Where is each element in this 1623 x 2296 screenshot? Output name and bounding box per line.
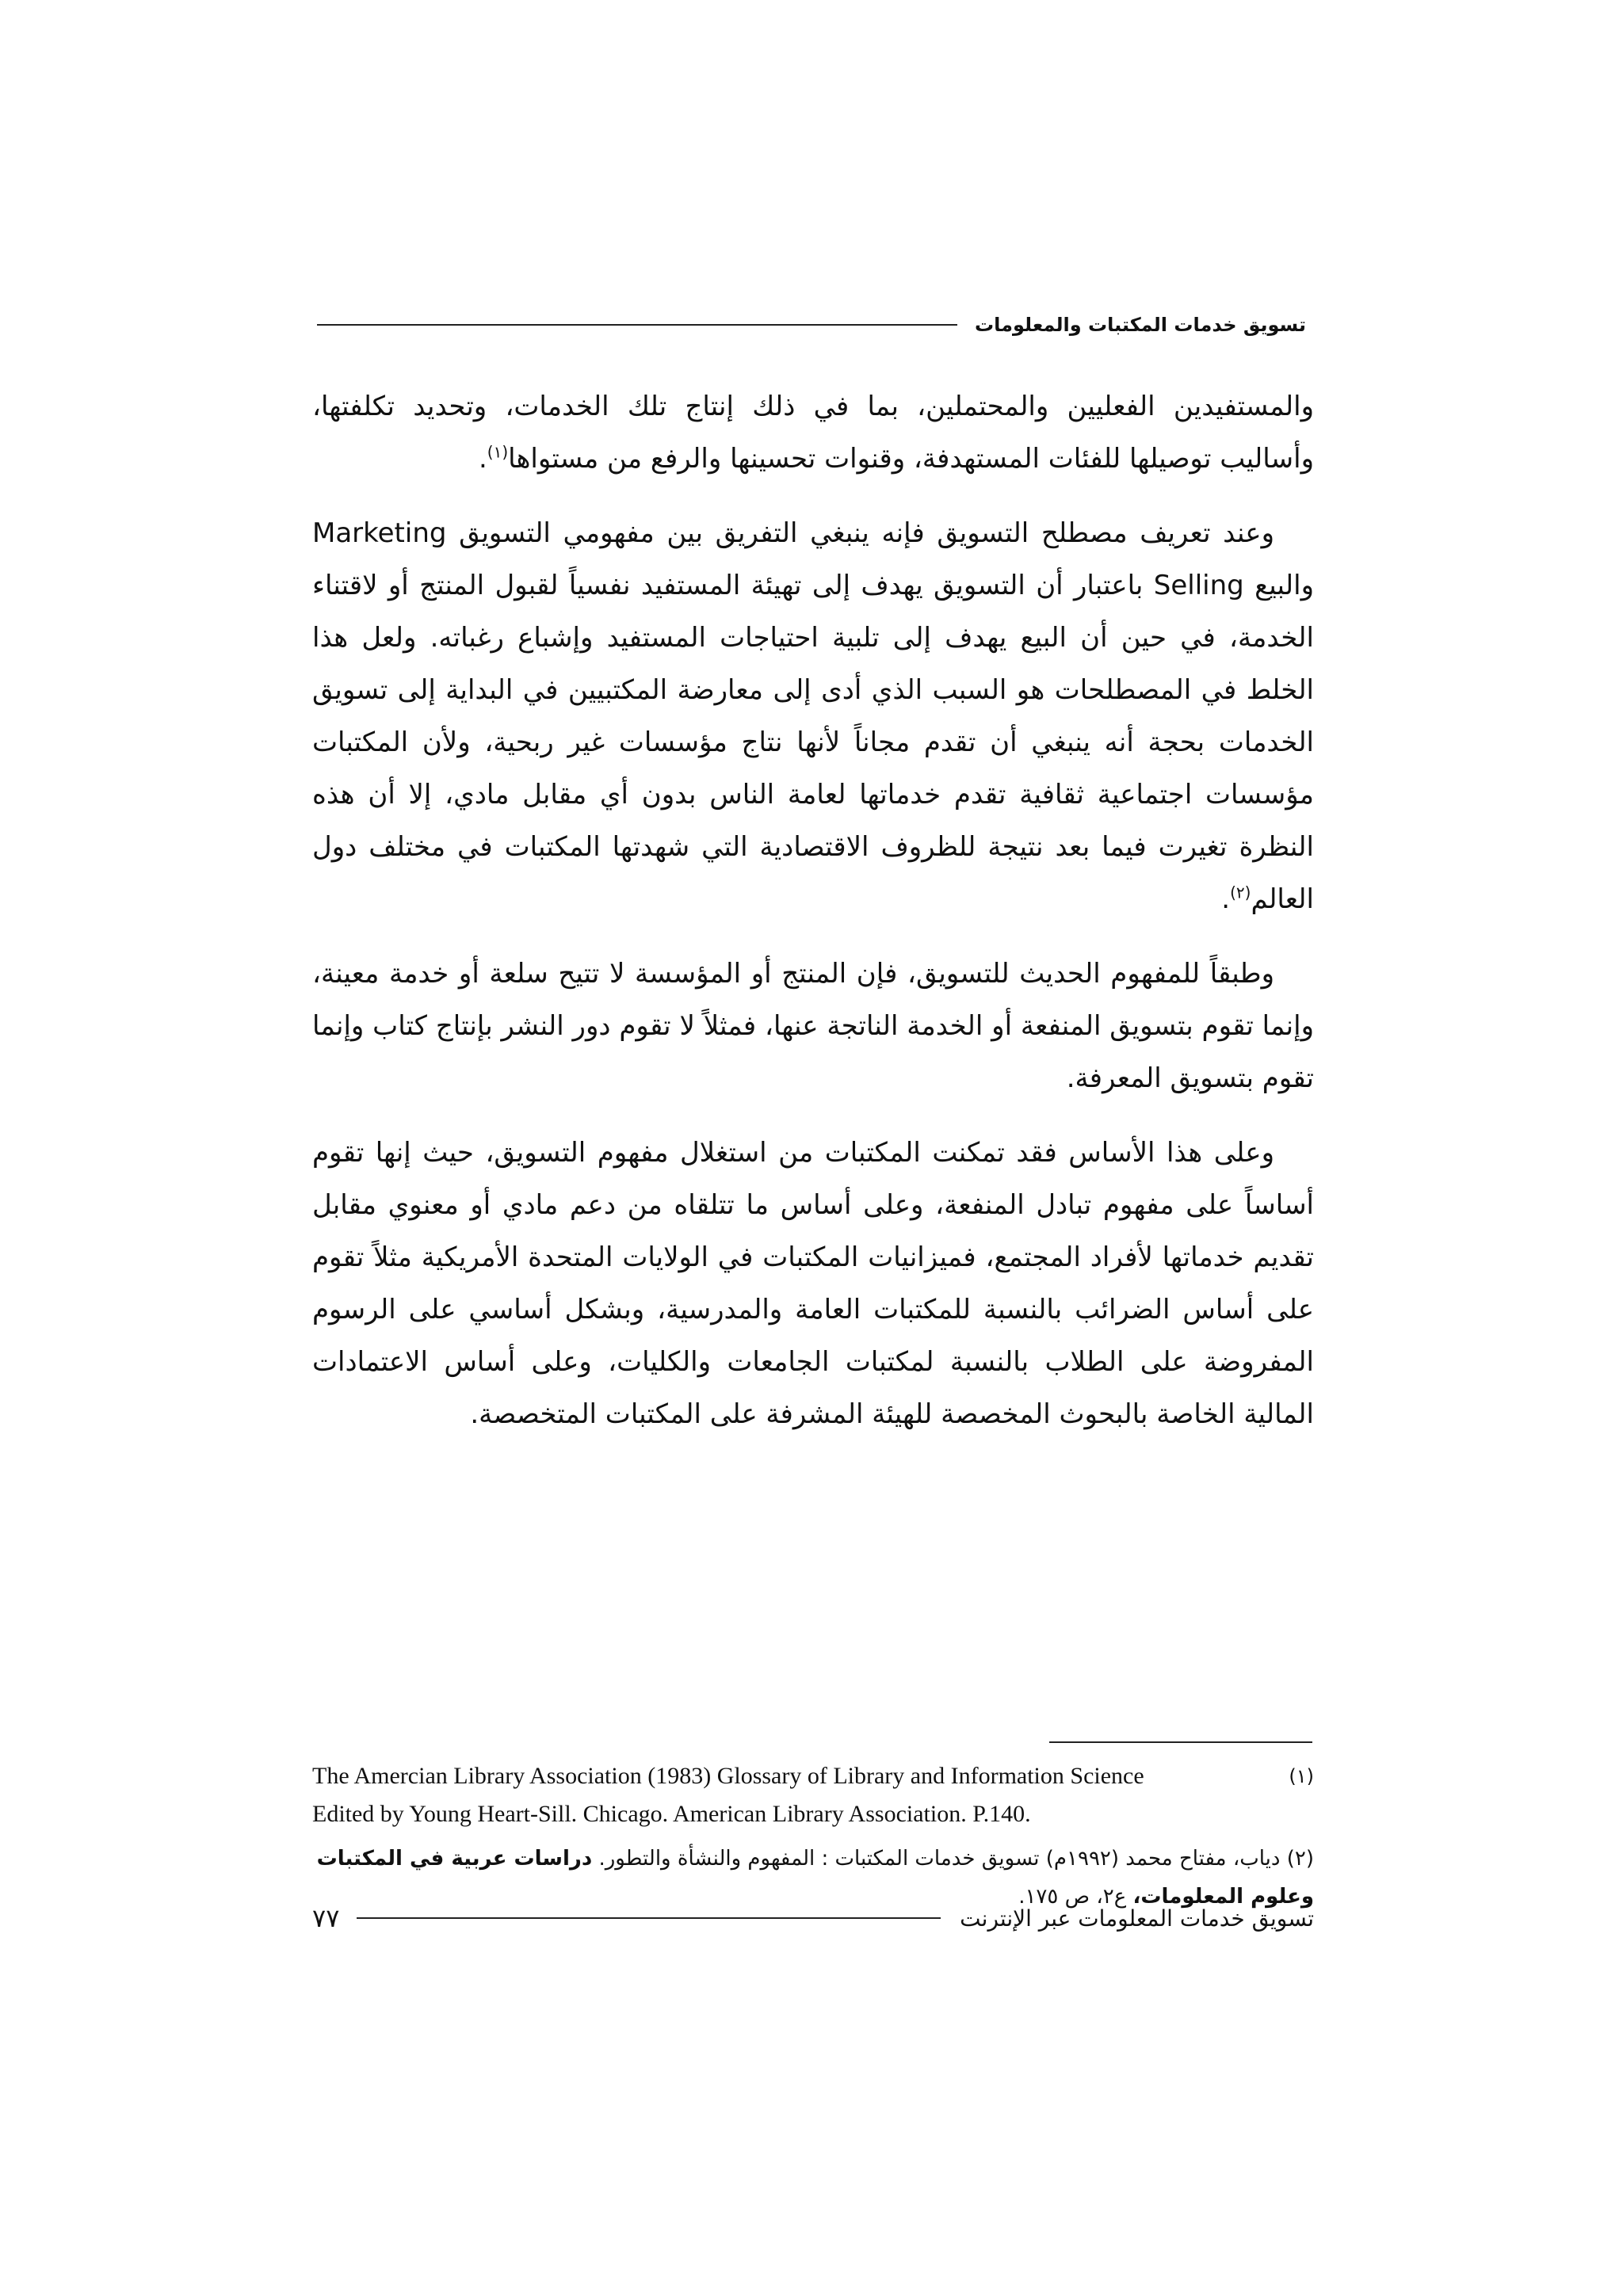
footnote-1-line-1: The Amercian Library Association (1983) Glossary of Library and Information Science bbox=[312, 1763, 1144, 1789]
footnote-2-text: دياب، مفتاح محمد (١٩٩٢م) تسويق خدمات المكتبات : المفهوم والنشأة والتطور. bbox=[598, 1847, 1281, 1871]
paragraph-2 bbox=[312, 507, 1314, 925]
running-header-title: تسويق خدمات المكتبات والمعلومات bbox=[975, 314, 1306, 336]
header-rule bbox=[317, 324, 957, 326]
footnote-ref-2: (٢) bbox=[1230, 883, 1251, 902]
paragraph-2-text: وعند تعريف مصطلح التسويق فإنه ينبغي التفريق بين مفهومي التسويق Marketing والبيع Selling باعتبار أن التسويق يهدف إلى تهيئة المستفيد نفسياً لقبول المنتج أو لاقتناء الخدمة، في حين أن البيع يهدف إلى تلبية احتياجات المستفيد وإشباع رغباته. ولعل هذا الخلط في المصطلحات هو السبب الذي أدى إلى معارضة المكتبيين في البداية إلى تسويق الخدمات بحجة أنه ينبغي أن تقدم مجاناً لأنها نتاج مؤسسات غير ربحية، ولأن المكتبات مؤسسات اجتماعية ثقافية تقدم خدماتها لعامة الناس بدون أي مقابل مادي، إلا أن هذه النظرة تغيرت فيما بعد نتيجة للظروف الاقتصادية التي شهدتها المكتبات في مختلف دول العالم bbox=[312, 517, 1314, 915]
footnote-1 bbox=[312, 1757, 1314, 1833]
paragraph-1-end: . bbox=[478, 443, 487, 475]
footnote-2-tail: ع٢، ص ١٧٥. bbox=[1018, 1885, 1127, 1909]
footer-rule bbox=[357, 1917, 941, 1919]
footnotes bbox=[312, 1757, 1314, 1916]
body-text bbox=[312, 380, 1314, 1463]
page-number: ٧٧ bbox=[312, 1903, 340, 1933]
running-footer-title: تسويق خدمات المعلومات عبر الإنترنت bbox=[960, 1905, 1314, 1932]
running-footer bbox=[312, 1900, 1314, 1936]
paragraph-3: وطبقاً للمفهوم الحديث للتسويق، فإن المنتج أو المؤسسة لا تتيح سلعة أو خدمة معينة، وإنما تقوم بتسويق المنفعة أو الخدمة الناتجة عنها، فمثلاً لا تقوم دور النشر بإنتاج كتاب وإنما تقوم بتسويق المعرفة. bbox=[312, 958, 1314, 1094]
footnote-ref-1: (١) bbox=[487, 442, 509, 462]
paragraph-1 bbox=[312, 380, 1314, 485]
footnote-separator bbox=[1049, 1741, 1312, 1743]
footnote-2-journal: دراسات عربية في المكتبات وعلوم المعلومات، bbox=[316, 1847, 1314, 1909]
paragraph-4: وعلى هذا الأساس فقد تمكنت المكتبات من استغلال مفهوم التسويق، حيث إنها تقوم أساساً على مفهوم تبادل المنفعة، وعلى أساس ما تتلقاه من دعم مادي أو معنوي مقابل تقديم خدماتها لأفراد المجتمع، فميزانيات المكتبات في الولايات المتحدة الأمريكية مثلاً تقوم على أساس الضرائب بالنسبة للمكتبات العامة والمدرسية، وبشكل أساسي على الرسوم المفروضة على الطلاب بالنسبة لمكتبات الجامعات والكليات، وعلى أساس الاعتمادات المالية الخاصة بالبحوث المخصصة للهيئة المشرفة على المكتبات المتخصصة. bbox=[312, 1137, 1314, 1430]
footnote-2-number: (٢) bbox=[1286, 1847, 1314, 1871]
footnote-1-line-2: Edited by Young Heart-Sill. Chicago. American Library Association. P.140. bbox=[312, 1801, 1031, 1827]
paragraph-1-text: والمستفيدين الفعليين والمحتملين، بما في ذلك إنتاج تلك الخدمات، وتحديد تكلفتها، وأساليب توصيلها للفئات المستهدفة، وقنوات تحسينها والرفع من مستواها bbox=[312, 391, 1314, 475]
footnote-1-number: (١) bbox=[1289, 1765, 1314, 1787]
running-header bbox=[317, 307, 1306, 342]
paragraph-2-end: . bbox=[1221, 883, 1231, 915]
